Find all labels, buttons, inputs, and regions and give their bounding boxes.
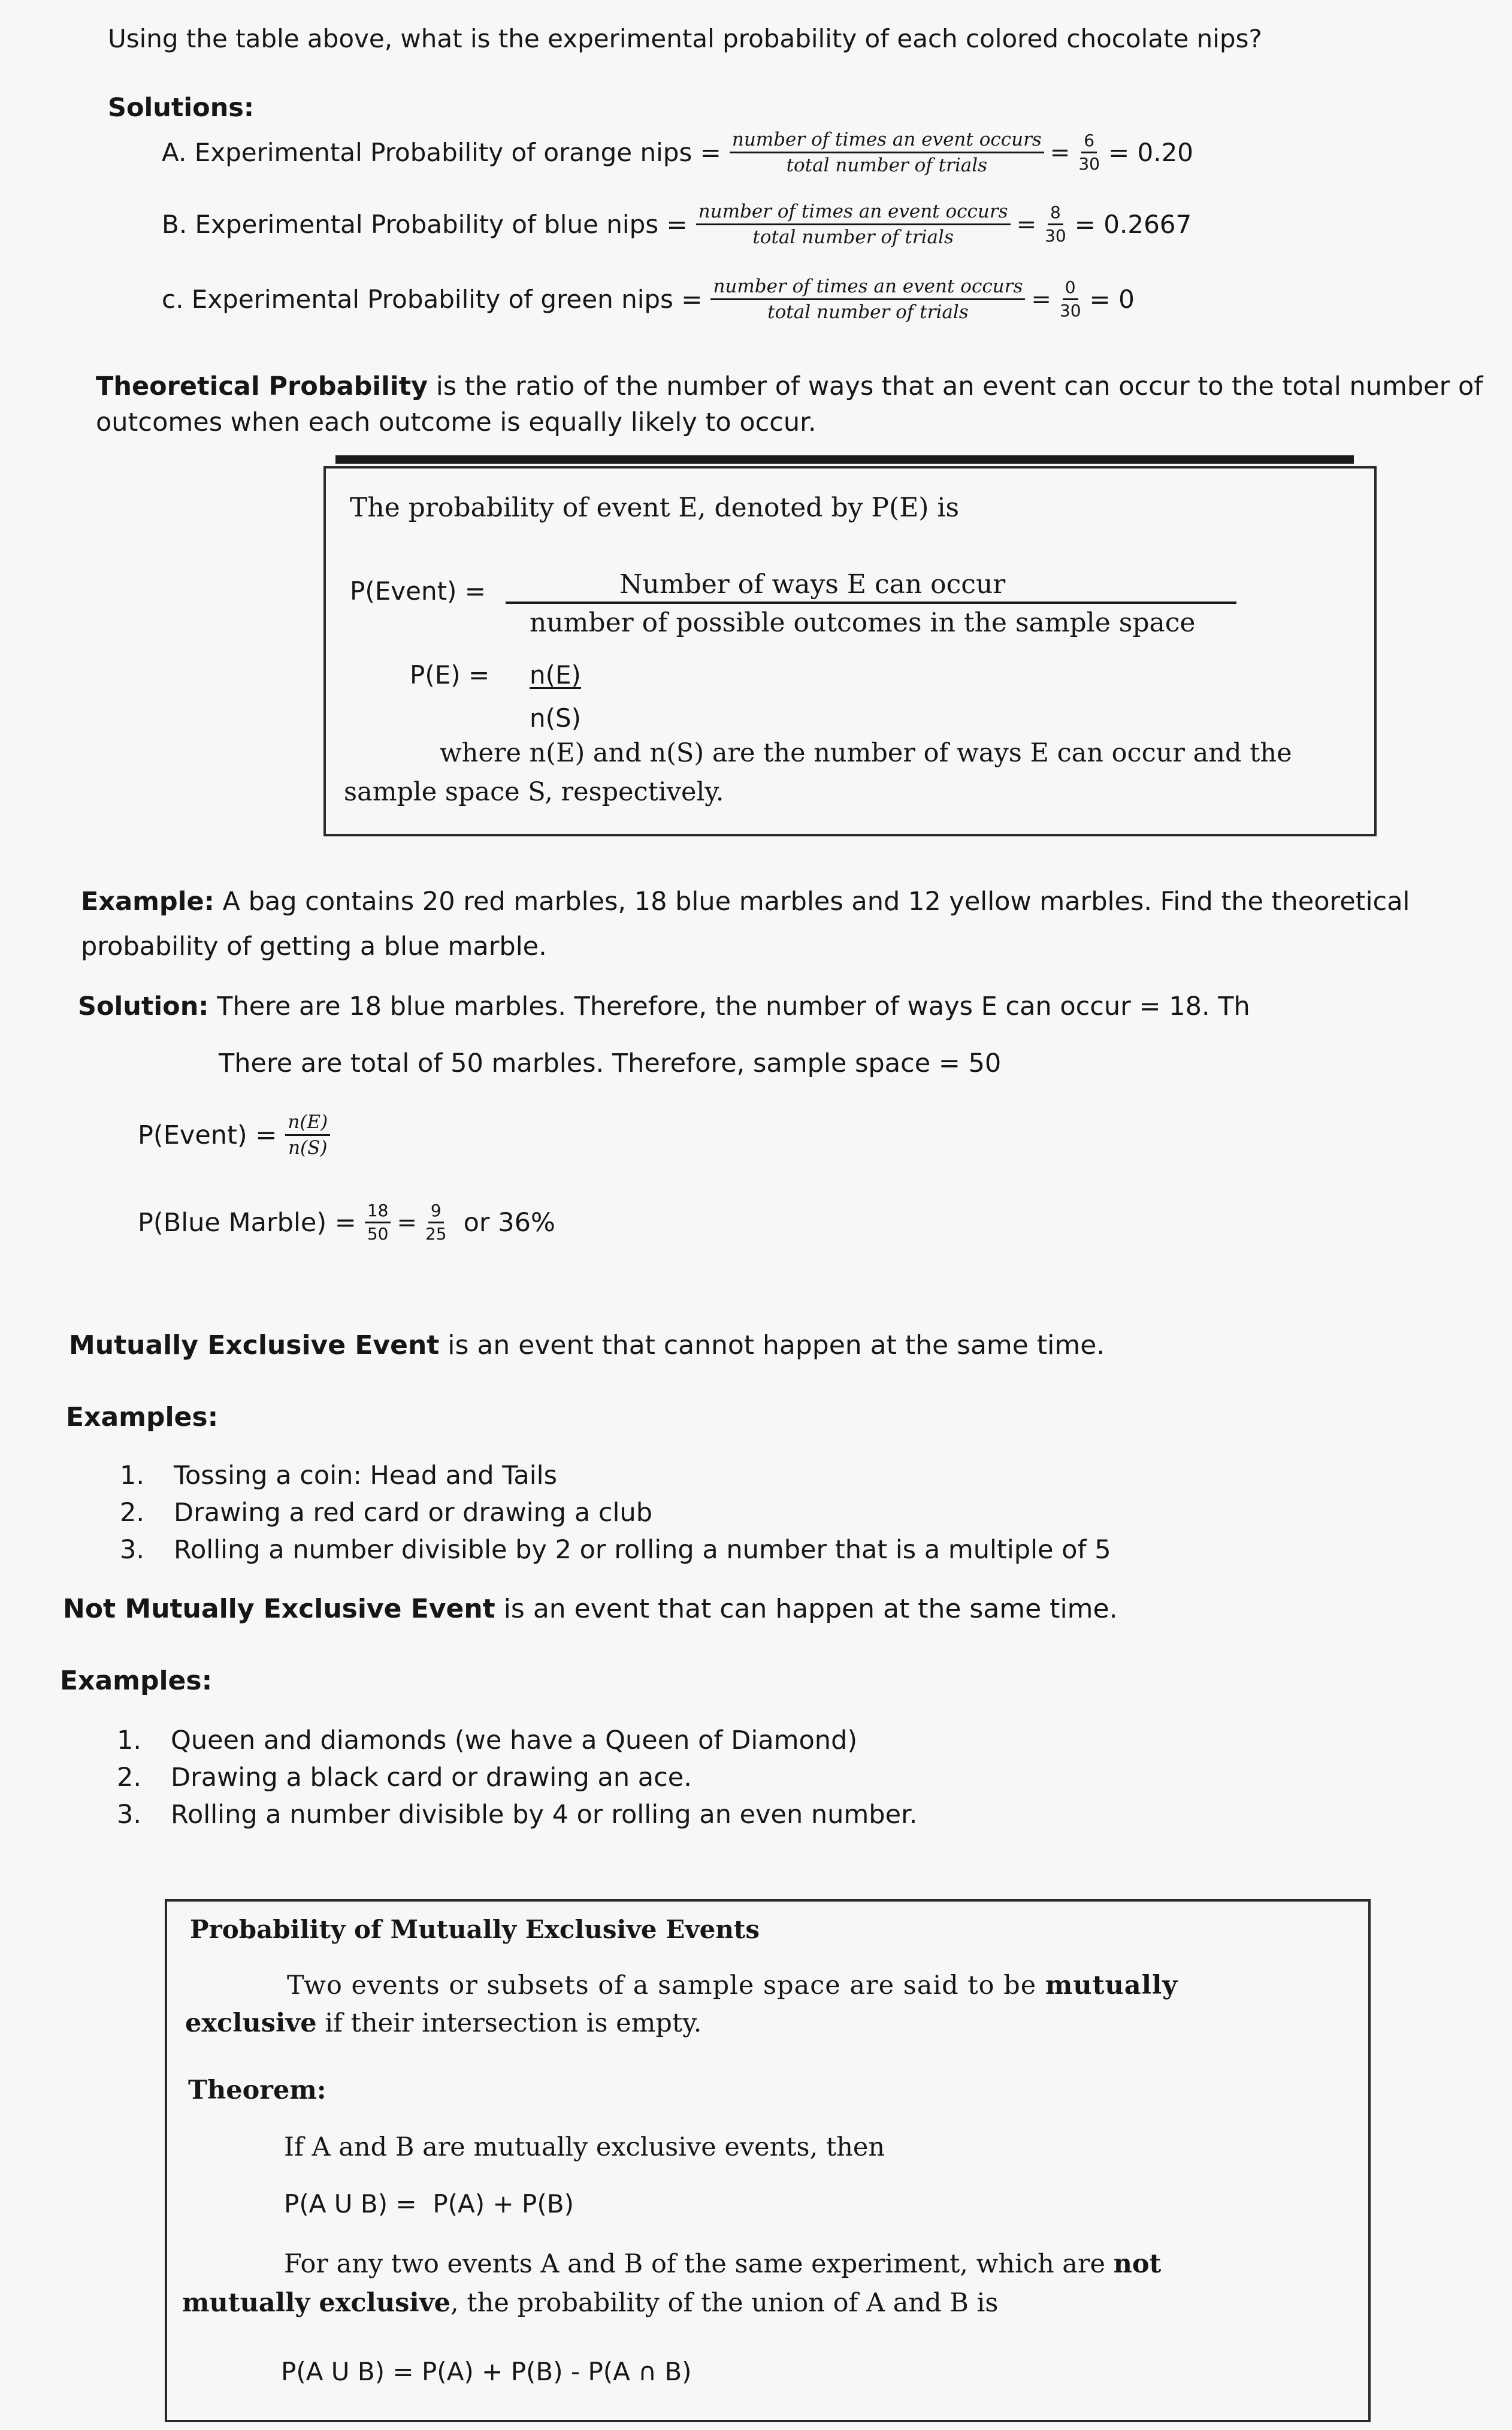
- theorem-nme-bold1: not: [1113, 2249, 1162, 2279]
- p-event-formula: [138, 1111, 330, 1159]
- ns-denominator: n(S): [530, 703, 582, 733]
- p-blue-fraction-1: [365, 1201, 391, 1244]
- solution-b-denominator: total number of trials: [752, 226, 954, 248]
- theoretical-term: Theoretical Probability: [96, 371, 428, 401]
- solution-c-numerator: number of times an event occurs: [710, 276, 1025, 300]
- solution-a: [162, 129, 1193, 176]
- solution-a-result: = 0.20: [1108, 138, 1194, 167]
- p-event-fraction-bar: [506, 602, 1236, 604]
- solution-a-frac-num: 6: [1081, 131, 1097, 153]
- me-example-1: [120, 1461, 557, 1491]
- me-examples-heading: Examples:: [66, 1402, 219, 1432]
- solution-a-formula: [730, 129, 1044, 176]
- theorem-nme-bold2: mutually exclusive: [182, 2288, 451, 2318]
- p-event-denominator: number of possible outcomes in the sample space: [530, 608, 1196, 638]
- p-blue-f2-num: 9: [428, 1201, 444, 1223]
- me-example-1-num: 1.: [120, 1461, 145, 1491]
- definition-box: [323, 466, 1377, 836]
- solution-b-frac-num: 8: [1048, 203, 1063, 225]
- p-blue-text: P(Blue Marble) =: [138, 1207, 356, 1238]
- not-mutually-exclusive-term: Not Mutually Exclusive Event: [63, 1594, 495, 1624]
- solution-a-denominator: total number of trials: [786, 155, 988, 176]
- p-blue-f1-num: 18: [365, 1201, 391, 1223]
- solution-a-fraction: [1076, 131, 1102, 174]
- solution-b-frac-den: 30: [1045, 226, 1066, 246]
- solution-c-frac-den: 30: [1059, 301, 1081, 321]
- example-text-line2: probability of getting a blue marble.: [81, 932, 547, 962]
- nme-example-2-text: Drawing a black card or drawing an ace.: [171, 1763, 692, 1793]
- solution-b-label: B. Experimental Probability of blue nips =: [162, 210, 688, 239]
- me-example-2-num: 2.: [120, 1498, 145, 1528]
- theorem-intro-line1: [287, 1970, 1178, 2000]
- solution-b-numerator: number of times an event occurs: [696, 201, 1011, 225]
- theorem-intro-rest: if their intersection is empty.: [316, 2008, 702, 2038]
- p-blue-fraction-2: [423, 1201, 449, 1244]
- theorem-formula1: P(A U B) = P(A) + P(B): [284, 2189, 574, 2219]
- solution-c-formula: [710, 276, 1025, 323]
- me-example-3-text: Rolling a number divisible by 2 or rolling a number that is a multiple of 5: [174, 1535, 1111, 1565]
- mutually-exclusive-term: Mutually Exclusive Event: [69, 1330, 440, 1361]
- solution-b: [162, 201, 1192, 248]
- equals-sign: =: [1031, 285, 1051, 313]
- where-line1: where n(E) and n(S) are the number of ways E can occur and the: [440, 738, 1292, 768]
- nme-example-3-num: 3.: [117, 1800, 142, 1830]
- me-example-1-text: Tossing a coin: Head and Tails: [174, 1461, 558, 1491]
- mutually-exclusive-definition-text: is an event that cannot happen at the same time.: [439, 1330, 1105, 1361]
- p-blue-formula: [138, 1201, 555, 1244]
- theoretical-definition-line2: outcomes when each outcome is equally likely to occur.: [96, 407, 817, 437]
- solution-b-result: = 0.2667: [1074, 210, 1192, 239]
- theorem-intro-bold1: mutually: [1045, 1970, 1178, 2000]
- me-example-3: [120, 1535, 1111, 1565]
- solution-c-frac-num: 0: [1063, 278, 1078, 300]
- nme-examples-heading: Examples:: [60, 1666, 213, 1696]
- nme-example-1: [117, 1725, 857, 1755]
- solution-c-result: = 0: [1089, 285, 1135, 314]
- mutually-exclusive-definition: [69, 1330, 1105, 1361]
- nme-example-3: [117, 1800, 917, 1830]
- solution-text-line1: There are 18 blue marbles. Therefore, the number of ways E can occur = 18. Th: [208, 992, 1250, 1021]
- theorem-intro-bold2: exclusive: [185, 2008, 317, 2038]
- not-mutually-exclusive-definition-text: is an event that can happen at the same time.: [495, 1594, 1118, 1624]
- theorem-nme-rest: , the probability of the union of A and B is: [450, 2288, 999, 2318]
- theorem-intro-text: Two events or subsets of a sample space are said to be: [287, 1970, 1045, 2000]
- p-blue-f1-den: 50: [367, 1224, 389, 1244]
- equals-sign: =: [1016, 210, 1037, 238]
- theorem-nme-text: For any two events A and B of the same experiment, which are: [284, 2249, 1114, 2279]
- theorem-label: Theorem:: [188, 2075, 326, 2105]
- theorem-box-title: Probability of Mutually Exclusive Events: [190, 1915, 760, 1944]
- nme-example-2-num: 2.: [117, 1763, 142, 1793]
- example-line1: [81, 887, 1410, 917]
- pe-label: P(E) =: [410, 660, 490, 690]
- p-blue-percent: or 36%: [463, 1207, 555, 1238]
- solution-label: Solution:: [78, 992, 209, 1021]
- p-event-ne: n(E): [285, 1111, 330, 1136]
- nme-example-2: [117, 1763, 692, 1793]
- p-event-text: P(Event) =: [138, 1120, 277, 1150]
- solution-b-formula: [696, 201, 1011, 248]
- solution-c-label: c. Experimental Probability of green nips =: [162, 285, 703, 314]
- solution-text-line2: There are total of 50 marbles. Therefore, sample space = 50: [219, 1048, 1002, 1078]
- nme-example-1-num: 1.: [117, 1725, 142, 1755]
- definition-box-top-rule: [335, 455, 1354, 464]
- me-example-3-num: 3.: [120, 1535, 145, 1565]
- p-event-label: P(Event) =: [350, 576, 486, 606]
- solution-a-frac-den: 30: [1078, 154, 1100, 174]
- theorem-nme-line2: [182, 2288, 998, 2318]
- example-label: Example:: [81, 887, 214, 917]
- solution-b-fraction: [1042, 203, 1069, 246]
- solutions-heading: Solutions:: [108, 93, 255, 123]
- where-line2: sample space S, respectively.: [344, 777, 724, 807]
- nme-example-1-text: Queen and diamonds (we have a Queen of Diamond): [171, 1725, 858, 1755]
- p-event-ns: n(S): [288, 1137, 328, 1159]
- p-blue-f2-den: 25: [425, 1224, 447, 1244]
- theorem-statement: If A and B are mutually exclusive events, then: [284, 2132, 885, 2162]
- ne-numerator: n(E): [530, 660, 581, 690]
- theorem-box: [165, 1899, 1371, 2422]
- solution-a-numerator: number of times an event occurs: [730, 129, 1044, 153]
- question-text: Using the table above, what is the experimental probability of each colored chocolate nips?: [108, 24, 1262, 53]
- theorem-nme-line1: [284, 2249, 1161, 2279]
- not-mutually-exclusive-definition: [63, 1594, 1118, 1624]
- example-text-line1: A bag contains 20 red marbles, 18 blue marbles and 12 yellow marbles. Find the theoretical: [214, 887, 1410, 917]
- equals-sign: =: [1050, 138, 1071, 167]
- solution-line1: [78, 992, 1250, 1021]
- solution-c-denominator: total number of trials: [767, 301, 969, 323]
- theoretical-definition-line1: is the ratio of the number of ways that an event can occur to the total number of: [428, 371, 1483, 401]
- me-example-2: [120, 1498, 652, 1528]
- definition-intro: The probability of event E, denoted by P(E) is: [350, 492, 960, 523]
- equals-sign: =: [397, 1208, 417, 1237]
- p-event-numerator: Number of ways E can occur: [619, 569, 1006, 600]
- nme-example-3-text: Rolling a number divisible by 4 or rolling an even number.: [171, 1800, 918, 1830]
- solution-c-fraction: [1057, 278, 1084, 321]
- me-example-2-text: Drawing a red card or drawing a club: [174, 1498, 652, 1528]
- solution-c: [162, 276, 1135, 323]
- solution-a-label: A. Experimental Probability of orange nips =: [162, 138, 721, 167]
- theoretical-definition: [96, 371, 1483, 401]
- theorem-intro-line2: [185, 2008, 701, 2038]
- theorem-formula2: P(A U B) = P(A) + P(B) - P(A ∩ B): [281, 2357, 692, 2386]
- p-event-fraction: [285, 1111, 330, 1159]
